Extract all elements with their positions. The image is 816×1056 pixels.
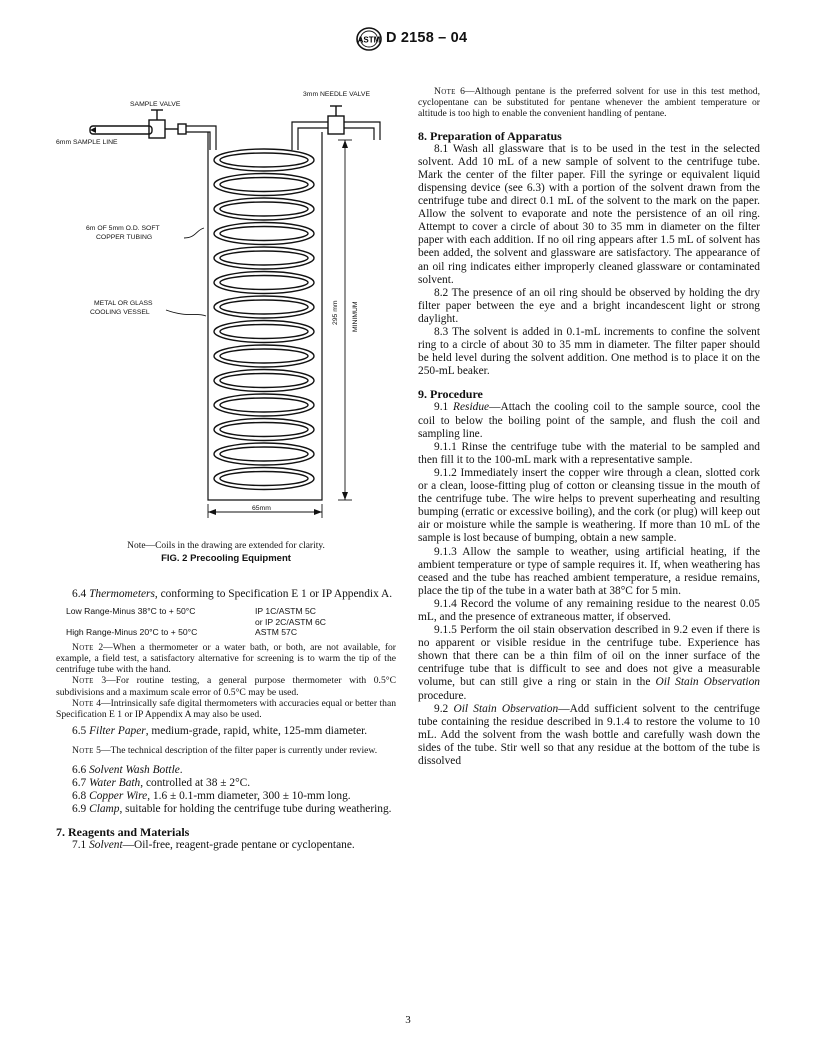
coil-loop [220, 349, 308, 363]
para-8-3: 8.3 The solvent is added in 0.1-mL increments to confine the solvent ring to a circle of about 30 to 35 mm in diameter. The filter paper should be held level during the solvent addition. One method is to place it on the 250-mL beaker. [418, 326, 760, 378]
coil-loop [214, 296, 314, 318]
thermometer-range: High Range-Minus 20°C to + 50°C [66, 627, 198, 638]
para-6-8: 6.8 Copper Wire, 1.6 ± 0.1-mm diameter, 300 ± 10-mm long. [72, 789, 351, 802]
label-sample-valve: SAMPLE VALVE [130, 101, 181, 108]
para-6-4: 6.4 Thermometers, conforming to Specification E 1 or IP Appendix A. [72, 588, 393, 600]
document-id: D 2158 – 04 [386, 30, 468, 46]
thermometer-range: Low Range-Minus 38°C to + 50°C [66, 606, 196, 617]
section-8-heading: 8. Preparation of Apparatus [418, 128, 562, 143]
para-9-2: 9.2 Oil Stain Observation—Add sufficient solvent to the centrifuge tube containing the residue described in 9.1.4 to restore the volume to 10 mL. Add the solvent from the wash bottle and carefully wash down the sides of the tube. Stir well so that any residue at the bottom of the tube is dissolved [418, 702, 760, 768]
coil-loop [214, 272, 314, 294]
para-9-1-3: 9.1.3 Allow the sample to weather, using artificial heating, if the ambient temperature or type of sample requires it. If, when weathering has ceased and the tube has reached ambient temperature, a residue remains, place the tip of the tube in a water bath at 38°C for 5 min. [418, 545, 760, 597]
para-9-1-5: 9.1.5 Perform the oil stain observation described in 9.2 even if there is no apparent or visible residue in the centrifuge tube. Experience has shown that there can be a thin film of oil on the inner surface of the centrifuge tube that is difficult to see and does not give a measurable volume, but can still give a ring or stain in the Oil Stain Observation procedure. [418, 624, 760, 702]
figure-note: Note—Coils in the drawing are extended for clarity. [127, 541, 325, 551]
coil-loop [220, 447, 308, 461]
coil-loop [220, 472, 308, 486]
coil-loop [220, 276, 308, 290]
astm-logo-icon [355, 26, 383, 52]
para-9-1: 9.1 Residue—Attach the cooling coil to the sample source, cool the coil to below the boiling point of the sample, and flush the coil and sampling line. [418, 401, 761, 440]
right-column [418, 86, 760, 768]
coil-loop [220, 178, 308, 192]
thermometer-spec: or IP 2C/ASTM 6C [255, 616, 326, 627]
coil-loop [220, 374, 308, 388]
note-2: Note 2—When a thermometer or a water bath, or both, are not available, for example, a field test, a satisfactory alternative for screening is to warm the tip of the centrifuge tube with the hand. [56, 641, 396, 676]
coil-loop [220, 300, 308, 314]
label-tubing-line2: COPPER TUBING [96, 234, 153, 241]
para-6-5: 6.5 Filter Paper, medium-grade, rapid, white, 125-mm diameter. [72, 725, 368, 738]
figure-title: FIG. 2 Precooling Equipment [161, 553, 291, 564]
svg-text:ASTM: ASTM [357, 35, 381, 45]
thermometer-row [66, 627, 396, 638]
note-4: Note 4—Intrinsically safe digital thermometers with accuracies equal or better than Specification E 1 or IP Appendix A may also be used. [56, 697, 396, 721]
label-needle-valve: 3mm NEEDLE VALVE [303, 91, 370, 98]
coil-loop [220, 398, 308, 412]
coil-loop [220, 251, 308, 265]
thermometer-range [66, 617, 255, 628]
para-6-9: 6.9 Clamp, suitable for holding the centrifuge tube during weathering. [72, 802, 392, 815]
section-7-heading: 7. Reagents and Materials [56, 824, 190, 839]
section-9-heading: 9. Procedure [418, 387, 483, 402]
precooling-equipment-diagram [56, 80, 396, 540]
coil-loop [220, 325, 308, 339]
thermometer-spec: ASTM 57C [255, 627, 298, 638]
label-vessel-line1: METAL OR GLASS [94, 300, 153, 307]
thermometer-row [66, 606, 396, 617]
para-8-1: 8.1 Wash all glassware that is to be used in the test in the selected solvent. Add 10 mL of a new sample of solvent to the centrifuge tube. Mark the center of the filter paper. Fill the syringe or equivalent liquid dispensing device (see 6.3) with a portion of the solvent drawn from the centrifuge tube and direct 0.1 mL of the solvent to the mark on the paper. Allow the solvent to evaporate and note the persistence of an oil ring. Attempt to cover a circle of about 30 to 35 mm in diameter on the filter paper with each addition. If no oil ring appears after 1.5 mL of solvent has been added, the solvent and glassware are satisfactory. The appearance of an oil ring indicates either improperly cleaned glassware or contaminated solvent. [418, 142, 760, 286]
page-header [0, 26, 816, 54]
thermometer-row [66, 617, 396, 628]
label-vessel-line2: COOLING VESSEL [90, 309, 150, 316]
label-tubing-line1: 6m OF 5mm O.D. SOFT [86, 225, 160, 232]
note-6: Note 6—Although pentane is the preferred solvent for use in this test method, cyclopentane can be substituted for pentane whenever the ambient temperature or altitude is too high to enable the convenient handling of pentane. [418, 86, 760, 120]
para-9-1-1: 9.1.1 Rinse the centrifuge tube with the material to be sampled and then fill it to the 100-mL mark with a representative sample. [418, 440, 760, 466]
thermometer-spec: IP 1C/ASTM 5C [255, 606, 316, 617]
coil-loop [220, 423, 308, 437]
label-height: 295 mm [332, 300, 339, 325]
label-sample-line: 6mm SAMPLE LINE [56, 139, 118, 146]
para-6-6: 6.6 Solvent Wash Bottle. [72, 763, 183, 776]
para-6-7: 6.7 Water Bath, controlled at 38 ± 2°C. [72, 776, 251, 789]
note-5: Note 5—The technical description of the filter paper is currently under review. [72, 745, 378, 757]
thermometer-table [66, 606, 396, 638]
note-3: Note 3—For routine testing, a general purpose thermometer with 0.5°C subdivisions and a maximum scale error of 0.5°C may be used. [56, 675, 396, 698]
para-9-1-4: 9.1.4 Record the volume of any remaining residue to the nearest 0.05 mL, and the presence of extraneous matter, if observed. [418, 597, 760, 623]
label-width: 65mm [252, 505, 271, 512]
coil-loop [220, 227, 308, 241]
coil-loop [220, 202, 308, 216]
coil-loop [220, 153, 308, 167]
para-9-1-2: 9.1.2 Immediately insert the copper wire through a clean, slotted cork or a clean, loose-fitting plug of cotton or cleansing tissue in the mouth of the centrifuge tube. The wire helps to prevent superheating and resulting bumping (erratic or excessive boiling), and the cork (or plug) will keep out air or moisture while the sample is weathering. If more than 10 mL of the sample is lost because of bumping, obtain a new sample. [418, 466, 760, 545]
para-8-2: 8.2 The presence of an oil ring should be observed by holding the dry filter paper between the eye and a bright incandescent light or strong daylight. [418, 286, 760, 325]
left-column [56, 588, 396, 852]
label-minimum: MINIMUM [352, 301, 359, 332]
page-number: 3 [405, 1014, 411, 1026]
para-7-1: 7.1 Solvent—Oil-free, reagent-grade pentane or cyclopentane. [72, 839, 355, 852]
